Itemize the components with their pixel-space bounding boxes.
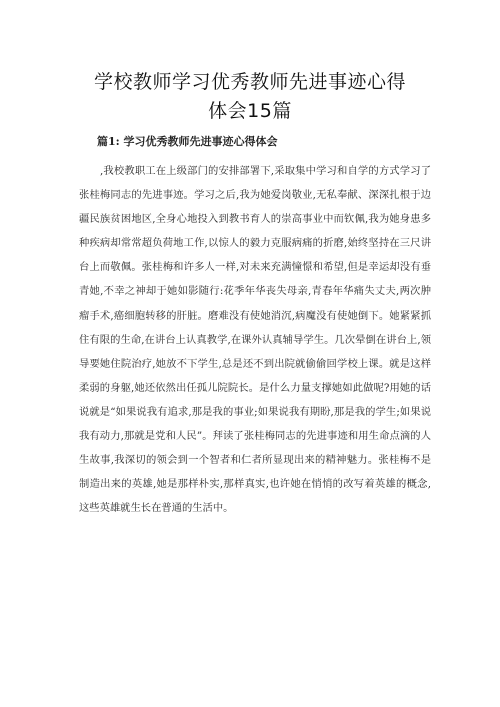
section-heading: 篇1: 学习优秀教师先进事迹心得体会 xyxy=(97,135,278,148)
body-paragraph: ,我校教职工在上级部门的安排部署下,采取集中学习和自学的方式学习了张桂梅同志的先进事迹。学习之后,我为她爱岗敬业,无私奉献、深深扎根于边疆民族贫困地区,全身心地投入到教书育人的崇高事业中而钦佩,我为她身患多种疾病却常常超负荷地工作,以惊人的毅力克服病痛的折磨,始终坚持在三尺讲台上而敬佩。张桂梅和许多人一样,对未来充满憧憬和希望,但是幸运却没有垂青她,不幸之神却于她如影随行:花季年华丧失母亲,青春年华痛失丈夫,两次肿瘤手术,癌细胞转移的肝脏。磨难没有使她消沉,病魔没有使她倒下。她紧紧抓住有限的生命,在讲台上认真教学,在课外认真辅导学生。几次晕倒在讲台上,领导要她住院治疗,她放不下学生,总是还不到出院就偷偷回学校上课。就是这样柔弱的身躯,她还依然出任孤儿院院长。是什么力量支撑她如此做呢?用她的话说就是“如果说我有追求,那是我的事业;如果说我有期盼,那是我的学生;如果说我有动力,那就是党和人民”。拜读了张桂梅同志的先进事迹和用生命点滴的人生故事,我深切的领会到一个智者和仁者所显现出来的精神魅力。张桂梅不是制造出来的英雄,她是那样朴实,那样真实,也许她在悄悄的改写着英雄的概念,这些英雄就生长在普通的生活中。 xyxy=(79,165,431,515)
document-title-line-2: 体会15篇 xyxy=(208,100,292,122)
document-title-line-1: 学校教师学习优秀教师先进事迹心得 xyxy=(93,71,406,93)
